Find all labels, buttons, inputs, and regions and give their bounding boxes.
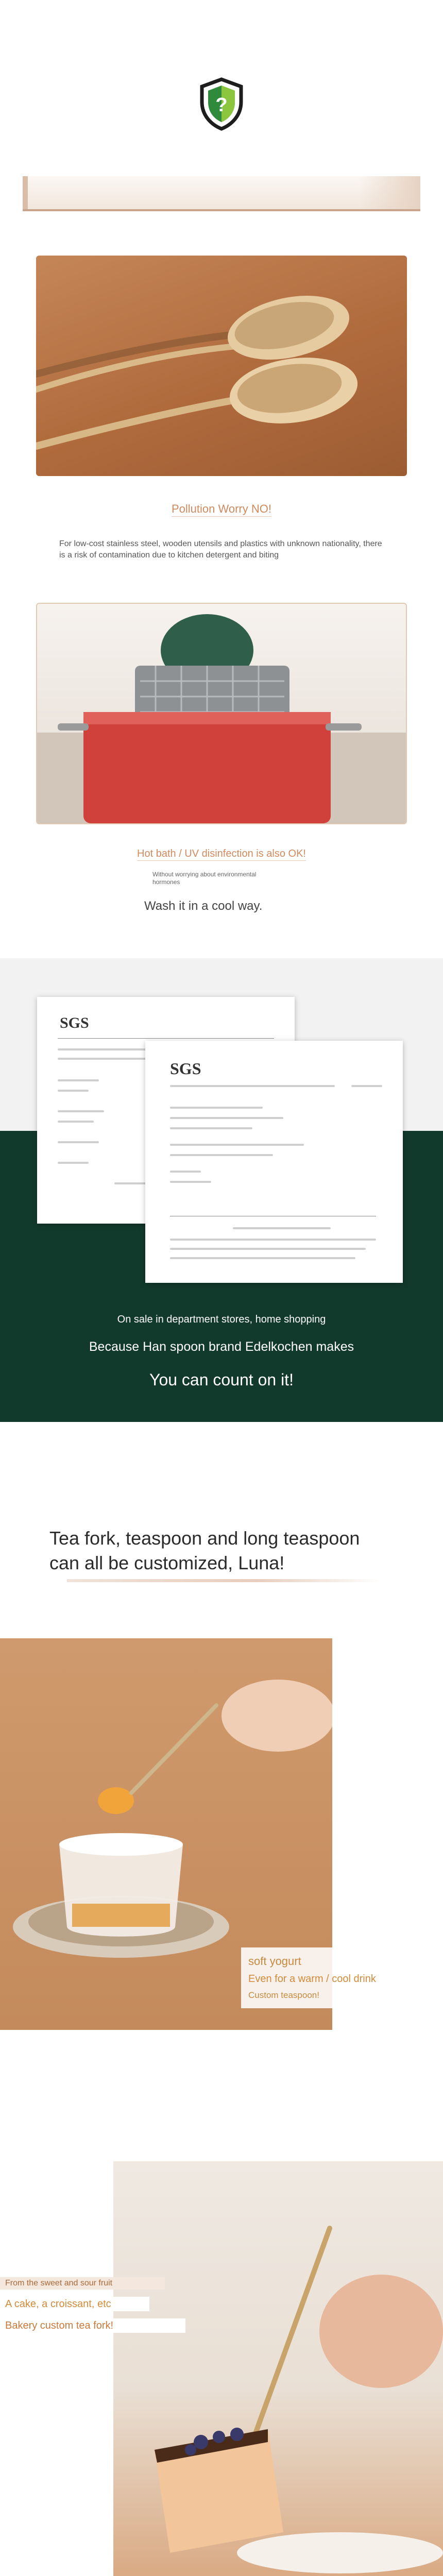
cert-line-1: On sale in department stores, home shopping — [117, 1314, 326, 1325]
yogurt-caption — [241, 1947, 427, 2008]
fork-caption-3: Bakery custom tea fork! — [0, 2318, 185, 2333]
pollution-heading — [0, 502, 443, 516]
safety-section — [0, 0, 443, 943]
hot-bath-heading — [0, 848, 443, 860]
pot-basket-photo — [36, 603, 407, 824]
customization-section — [0, 1422, 443, 2576]
yogurt-caption-1: soft yogurt — [248, 1955, 301, 1968]
shield-question-icon — [198, 77, 245, 131]
certification-section — [0, 958, 443, 1422]
cert-line-3: You can count on it! — [149, 1370, 294, 1389]
cert-line-2: Because Han spoon brand Edelkochen makes — [89, 1340, 354, 1354]
hot-bath-note: Without worrying about environmental hormones — [152, 871, 257, 886]
cake-fork-photo — [113, 2161, 443, 2576]
decorative-banner-strip — [23, 176, 420, 211]
sgs-mark-front: SGS — [170, 1059, 201, 1078]
custom-title-line-2: can all be customized, Luna! — [49, 1552, 285, 1573]
custom-title-line-1: Tea fork, teaspoon and long teaspoon — [49, 1528, 360, 1549]
sgs-mark: SGS — [60, 1014, 89, 1031]
title-underline — [67, 1579, 381, 1582]
fork-caption-2: A cake, a croissant, etc — [0, 2297, 149, 2311]
pollution-heading-text: Pollution Worry NO! — [172, 502, 271, 517]
yogurt-caption-3: Custom teaspoon! — [248, 1990, 319, 2000]
pollution-body: For low-cost stainless steel, wooden utensils and plastics with unknown nationality, there is a risk of contamination due to kitchen detergent and biting — [59, 539, 382, 560]
sgs-report-front — [145, 1041, 403, 1283]
yogurt-caption-2: Even for a warm / cool drink — [248, 1973, 376, 1985]
svg-text:?: ? — [215, 94, 228, 116]
hot-bath-callout: Wash it in a cool way. — [144, 899, 263, 913]
hot-bath-heading-text: Hot bath / UV disinfection is also OK! — [137, 848, 306, 861]
fork-caption-1: From the sweet and sour fruit — [0, 2277, 165, 2290]
gold-spoons-photo — [36, 256, 407, 476]
